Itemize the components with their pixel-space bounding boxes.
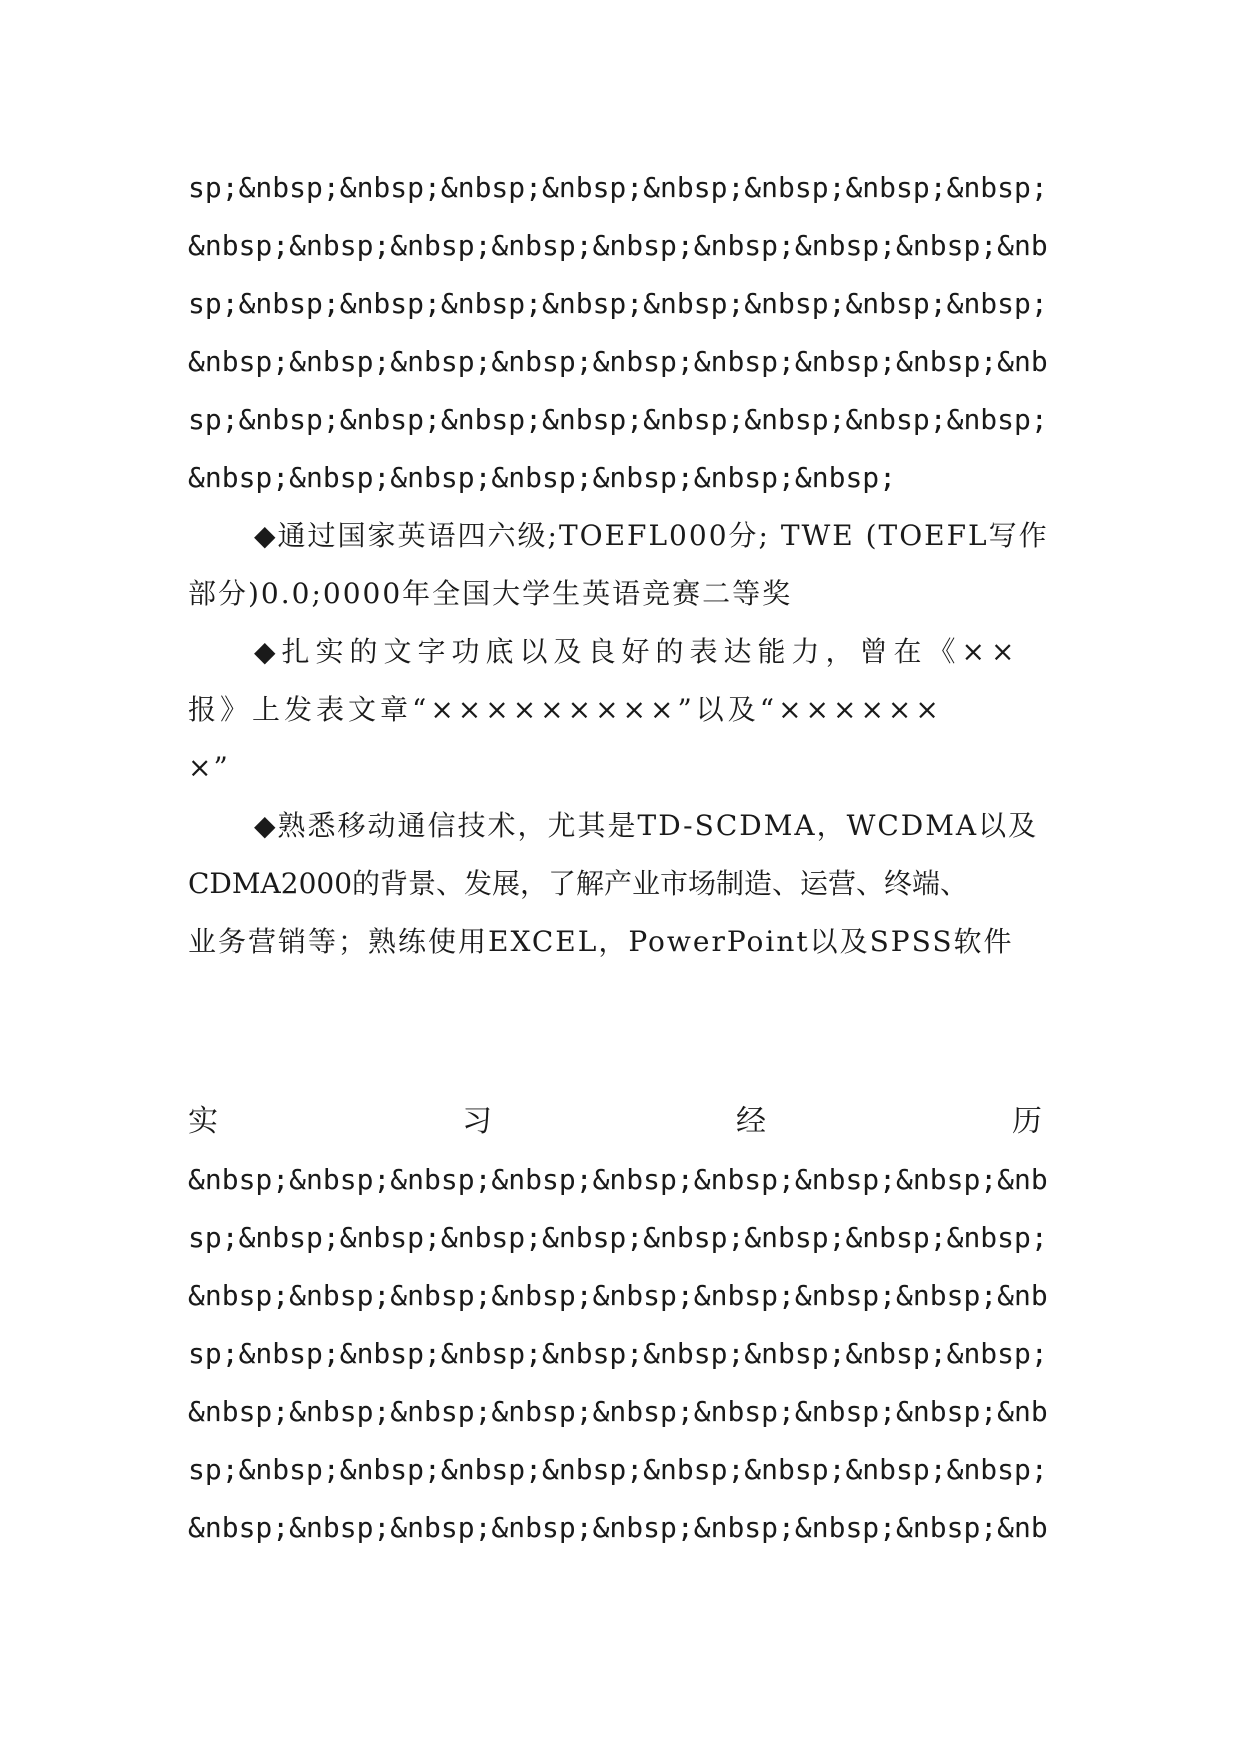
skills-paragraph-2-line-3: ×” xyxy=(188,751,230,784)
text-line: sp;&nbsp;&nbsp;&nbsp;&nbsp;&nbsp;&nbsp;&nbsp;&nbsp; xyxy=(188,1337,1048,1370)
text-line: sp;&nbsp;&nbsp;&nbsp;&nbsp;&nbsp;&nbsp;&nbsp;&nbsp; xyxy=(188,1221,1048,1254)
text-line: sp;&nbsp;&nbsp;&nbsp;&nbsp;&nbsp;&nbsp;&nbsp;&nbsp; xyxy=(188,171,1048,204)
skills-paragraph-3-line-1: ◆熟悉移动通信技术，尤其是TD-SCDMA，WCDMA以及 xyxy=(254,809,1039,842)
text-line: &nbsp;&nbsp;&nbsp;&nbsp;&nbsp;&nbsp;&nbsp;&nbsp;&nb xyxy=(188,1279,1048,1312)
heading-char: 实 xyxy=(188,1104,218,1139)
skills-paragraph-2-line-1: ◆扎实的文字功底以及良好的表达能力，曾在《×× xyxy=(254,635,1021,668)
text-line: sp;&nbsp;&nbsp;&nbsp;&nbsp;&nbsp;&nbsp;&nbsp;&nbsp; xyxy=(188,403,1048,436)
skills-paragraph-1-line-2: 部分)0.0;0000年全国大学生英语竞赛二等奖 xyxy=(188,577,793,610)
text-line: &nbsp;&nbsp;&nbsp;&nbsp;&nbsp;&nbsp;&nbsp;&nbsp;&nb xyxy=(188,1395,1048,1428)
skills-paragraph-2-line-2: 报》上发表文章“×××××××××”以及“×××××× xyxy=(188,693,943,726)
text-line: &nbsp;&nbsp;&nbsp;&nbsp;&nbsp;&nbsp;&nbsp;&nbsp;&nb xyxy=(188,1163,1048,1196)
text-line: sp;&nbsp;&nbsp;&nbsp;&nbsp;&nbsp;&nbsp;&nbsp;&nbsp; xyxy=(188,287,1048,320)
text-line: &nbsp;&nbsp;&nbsp;&nbsp;&nbsp;&nbsp;&nbsp; xyxy=(188,461,897,494)
skills-paragraph-3-line-2: CDMA2000的背景、发展，了解产业市场制造、运营、终端、 xyxy=(188,867,969,900)
skills-paragraph-3-line-3: 业务营销等；熟练使用EXCEL，PowerPoint以及SPSS软件 xyxy=(188,925,1014,958)
heading-char: 历 xyxy=(1012,1104,1042,1139)
text-line: &nbsp;&nbsp;&nbsp;&nbsp;&nbsp;&nbsp;&nbsp;&nbsp;&nb xyxy=(188,1511,1048,1544)
skills-paragraph-1-line-1: ◆通过国家英语四六级;TOEFL000分; TWE (TOEFL写作 xyxy=(254,519,1049,552)
text-line: &nbsp;&nbsp;&nbsp;&nbsp;&nbsp;&nbsp;&nbsp;&nbsp;&nb xyxy=(188,345,1048,378)
text-line: sp;&nbsp;&nbsp;&nbsp;&nbsp;&nbsp;&nbsp;&nbsp;&nbsp; xyxy=(188,1453,1048,1486)
heading-char: 习 xyxy=(462,1104,492,1139)
heading-char: 经 xyxy=(736,1104,766,1139)
text-line: &nbsp;&nbsp;&nbsp;&nbsp;&nbsp;&nbsp;&nbsp;&nbsp;&nb xyxy=(188,229,1048,262)
